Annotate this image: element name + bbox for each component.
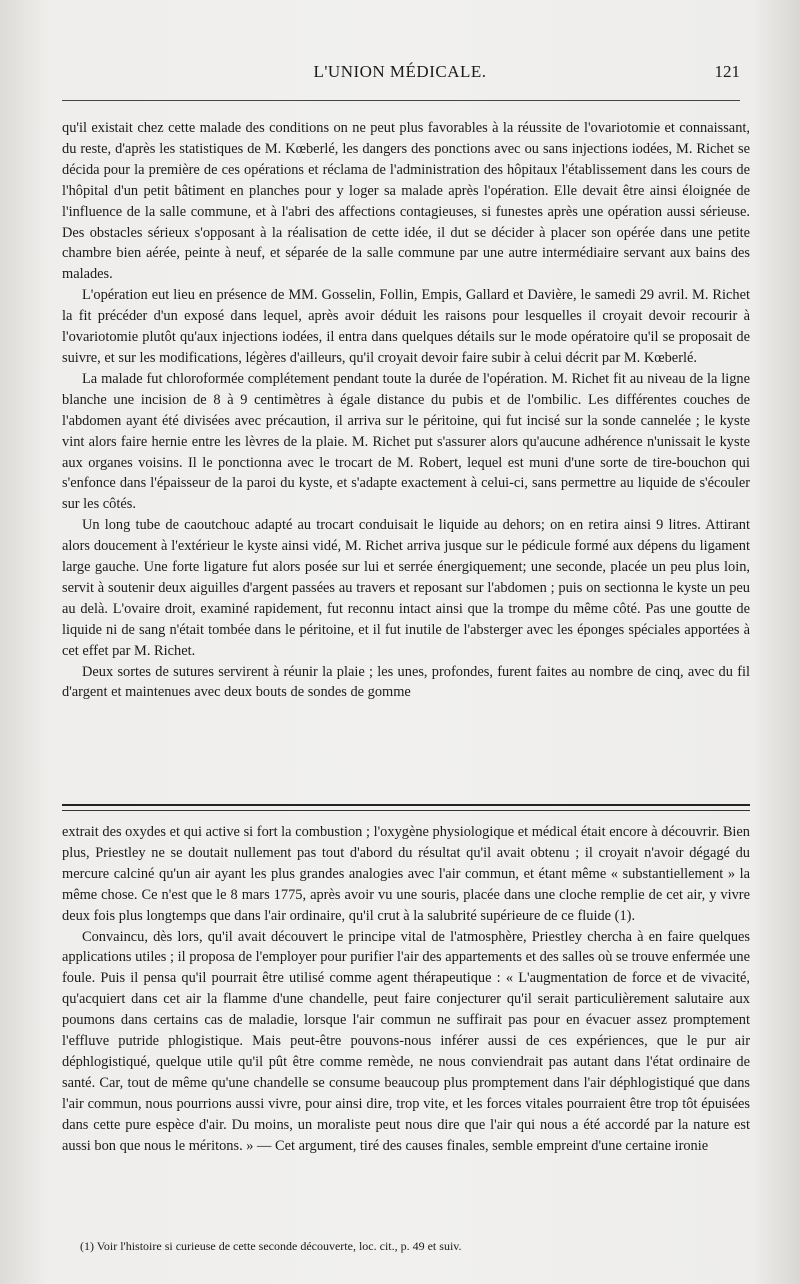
paragraph: qu'il existait chez cette malade des conditions on ne peut plus favorables à la réussite de l'ovariotomie et connaissant, du reste, d'après les statistiques de M. Kœberlé, les dangers des ponctions avec ou sans injections iodées, M. Richet se décida pour la première de ces opérations et réclama de l'administration des hôpitaux l'établissement dans les cours de l'hôpital d'un petit bâtiment en planches pour y loger sa malade après l'opération. Elle devait être ainsi éloignée de l'influence de la salle commune, et à l'abri des affections contagieuses, si funestes après une opération aussi sérieuse. Des obstacles sérieux s'opposant à la réalisation de cette idée, il dut se décider à placer son opérée dans une petite chambre bien aérée, peinte à neuf, et séparée de la salle commune par une autre intermédiaire servant aux bains des malades.: [62, 120, 750, 283]
paragraph: extrait des oxydes et qui active si fort la combustion ; l'oxygène physiologique et médical était encore à découvrir. Bien plus, Priestley ne se doutait nullement pas tout d'abord du résultat qu'il avait obtenu ; il croyait n'avoir dégagé du mercure calciné qu'un air ayant les plus grandes analogies avec l'air commun, et étant même « substantiellement » la même chose. Ce n'est que le 8 mars 1775, après avoir vu une souris, placée dans une cloche remplie de cet air, y vivre deux fois plus longtemps que dans l'air ordinaire, qu'il crut à la salubrité supérieure de ce fluide (1).: [62, 824, 750, 924]
article-column-top: [62, 118, 750, 703]
running-title: L'UNION MÉDICALE.: [313, 62, 487, 81]
footnote: (1) Voir l'histoire si curieuse de cette seconde découverte, loc. cit., p. 49 et suiv.: [80, 1239, 462, 1253]
paragraph: Convaincu, dès lors, qu'il avait découvert le principe vital de l'atmosphère, Priestley chercha à en faire quelques applications utiles ; il proposa de l'employer pour purifier l'air des appartements et des salles où se trouve enfermée une foule. Puis il pensa qu'il pourrait être utilisé comme agent thérapeutique : « L'augmentation de force et de vivacité, qu'acquiert dans cet air la flamme d'une chandelle, peut faire conjecturer qu'il serait particulièrement salutaire aux poumons dans certains cas de maladie, lorsque l'air commun ne suffirait pas pour en évacuer assez promptement l'effluve putride phlogistique. Mais peut-être pouvons-nous inférer aussi de ces expériences, que le pur air déphlogistiqué, quelque utile qu'il pût être comme remède, ne nous conviendrait pas autant dans l'état ordinaire de santé. Car, tout de même qu'une chandelle se consume beaucoup plus promptement dans l'air déphlogistiqué que dans l'air commun, nous pourrions aussi vivre, pour ainsi dire, trop vite, et les forces vitales pourraient être trop tôt épuisées dans cette pure espèce d'air. Du moins, un moraliste peut nous dire que l'air qui nous a été accordé par la nature est aussi bon que nous le méritons. » — Cet argument, tiré des causes finales, semble empreint d'une certaine ironie: [62, 928, 750, 1154]
paragraph: Un long tube de caoutchouc adapté au trocart conduisait le liquide au dehors; on en retira ainsi 9 litres. Attirant alors doucement à l'extérieur le kyste ainsi vidé, M. Richet arriva jusque sur le pédicule formé aux dépens du ligament large gauche. Une forte ligature fut alors posée sur lui et serrée énergiquement; une seconde, placée un peu plus loin, servit à soutenir deux aiguilles d'argent passées au travers et reposant sur l'abdomen ; puis on sectionna le kyste un peu au delà. L'ovaire droit, examiné rapidement, fut reconnu intact ainsi que la trompe du même côté. Pas une goutte de liquide ni de sang n'était tombée dans le péritoine, et il fut inutile de l'absterger avec les éponges spéciales apportées à cet effet par M. Richet.: [62, 517, 750, 659]
page-header: [60, 62, 740, 86]
paragraph: La malade fut chloroformée complétement pendant toute la durée de l'opération. M. Richet fit au niveau de la ligne blanche une incision de 8 à 9 centimètres à égale distance du pubis et de l'ombilic. Les différentes couches de l'abdomen ayant été divisées avec précaution, il arriva sur le péritoine, qui fut incisé sur la sonde cannelée ; le kyste vint alors faire hernie entre les lèvres de la plaie. M. Richet put s'assurer alors qu'aucune adhérence n'unissait le kyste aux organes voisins. Il le ponctionna avec le trocart de M. Robert, lequel est muni d'une sorte de tire-bouchon qui s'enfonce dans l'épaisseur de la paroi du kyste, et s'adapte exactement à celui-ci, sans permettre au liquide de s'écouler sur les côtés.: [62, 370, 750, 513]
feuilleton-column: [62, 822, 750, 1157]
paragraph: L'opération eut lieu en présence de MM. Gosselin, Follin, Empis, Gallard et Davière, le samedi 29 avril. M. Richet la fit précéder d'un exposé dans lequel, après avoir déduit les raisons pour lesquelles il croyait devoir recourir à l'ovariotomie plutôt qu'aux injections iodées, il entra dans quelques détails sur le mode opératoire qu'il se proposait de suivre, et sur les modifications, légères d'ailleurs, qu'il croyait devoir faire subir à celui décrit par M. Kœberlé.: [62, 287, 750, 366]
header-rule: [62, 100, 740, 101]
page-number: 121: [714, 62, 740, 81]
section-divider: [62, 804, 750, 811]
paragraph: Deux sortes de sutures servirent à réunir la plaie ; les unes, profondes, furent faites au nombre de cinq, avec du fil d'argent et maintenues avec deux bouts de sondes de gomme: [62, 663, 750, 701]
